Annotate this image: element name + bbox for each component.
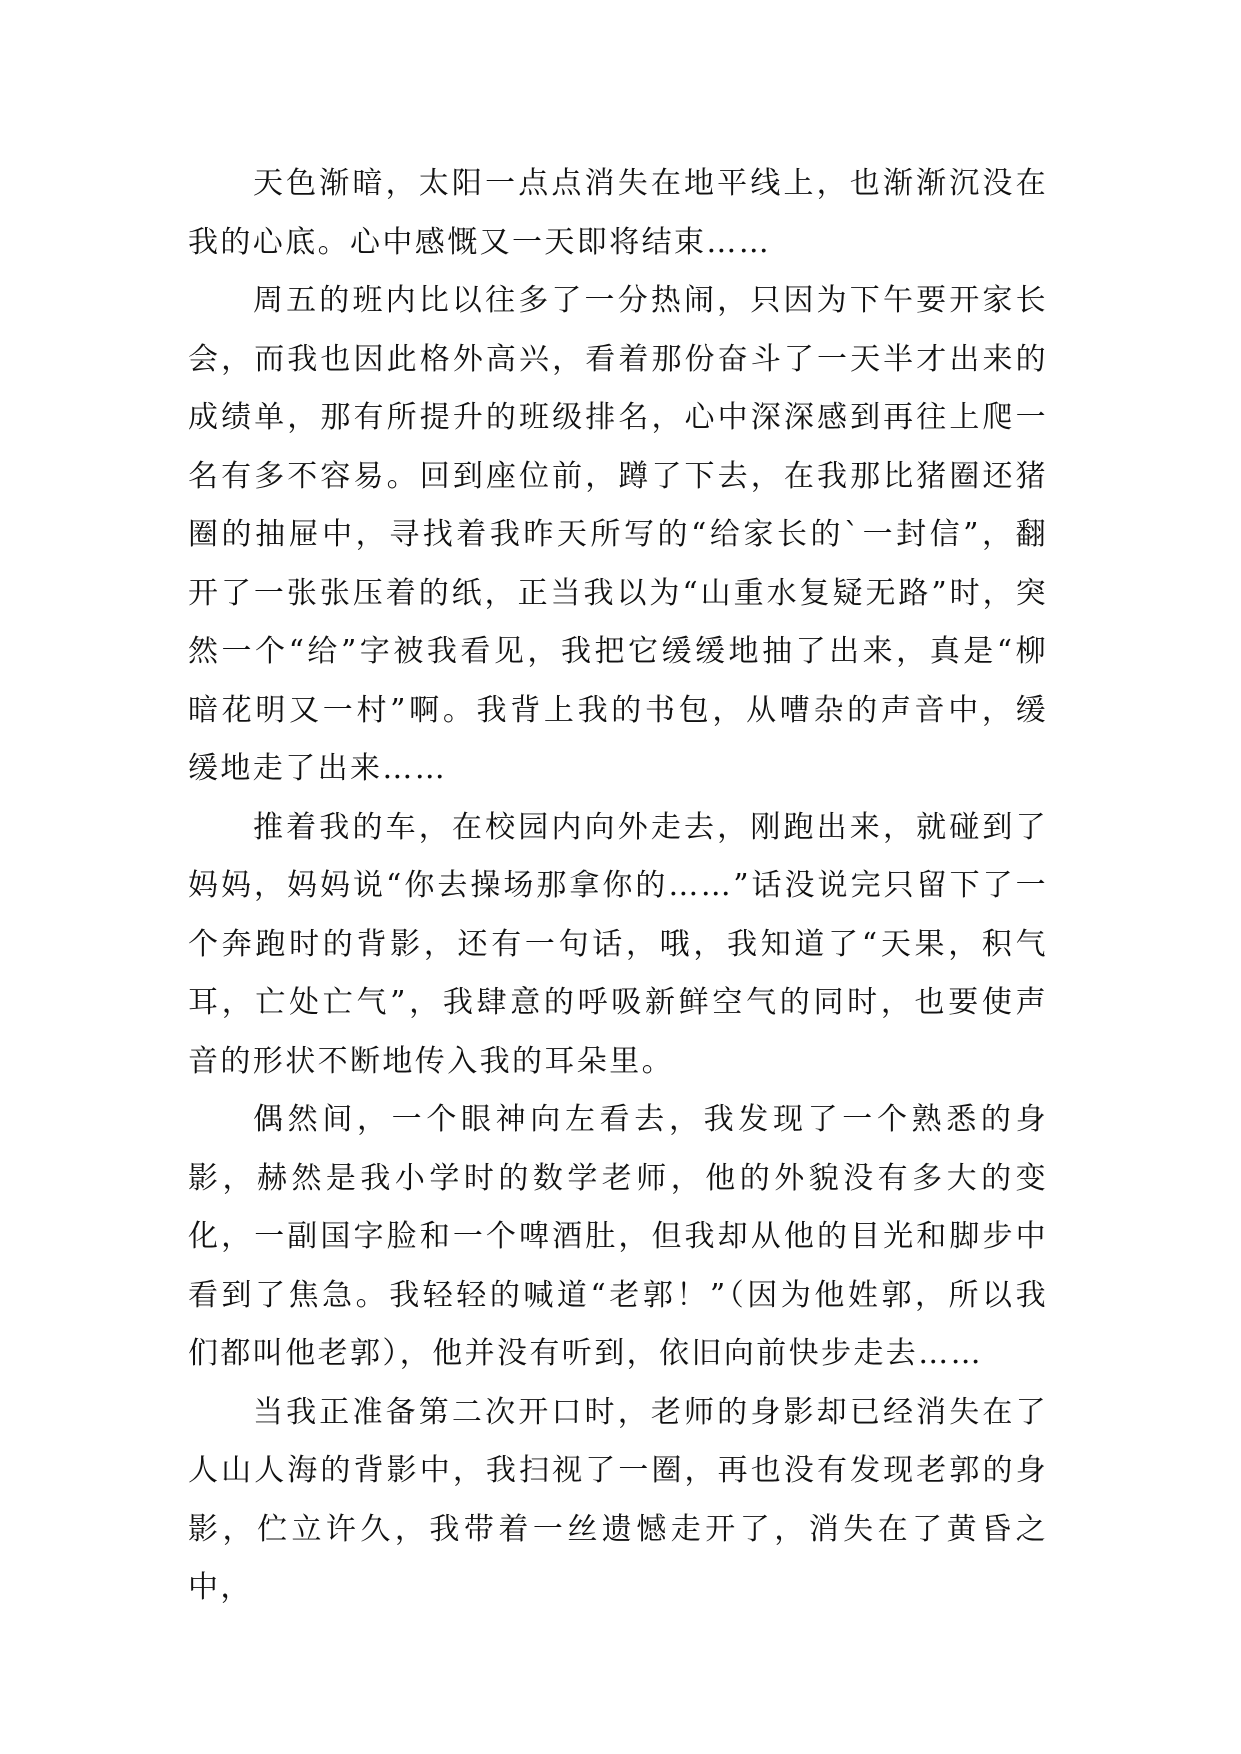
paragraph-4: 偶然间，一个眼神向左看去，我发现了一个熟悉的身影，赫然是我小学时的数学老师，他的外貌没有多大的变化，一副国字脸和一个啤酒肚，但我却从他的目光和脚步中看到了焦急。我轻轻的喊道“老郭！”（因为他姓郭，所以我们都叫他老郭），他并没有听到，依旧向前快步走去……	[188, 1102, 1048, 1371]
paragraph-5: 当我正准备第二次开口时，老师的身影却已经消失在了人山人海的背影中，我扫视了一圈，再也没有发现老郭的身影，伫立许久，我带着一丝遗憾走开了，消失在了黄昏之中，	[188, 1394, 1048, 1605]
paragraph-1: 天色渐暗，太阳一点点消失在地平线上，也渐渐沉没在我的心底。心中感慨又一天即将结束……	[188, 166, 1048, 260]
document-page	[188, 155, 1048, 1618]
paragraph-3: 推着我的车，在校园内向外走去，刚跑出来，就碰到了妈妈，妈妈说“你去操场那拿你的……”话没说完只留下了一个奔跑时的背影，还有一句话，哦，我知道了“天果，积气耳，亡处亡气”，我肆意的呼吸新鲜空气的同时，也要使声音的形状不断地传入我的耳朵里。	[188, 809, 1048, 1079]
paragraph-2: 周五的班内比以往多了一分热闹，只因为下午要开家长会，而我也因此格外高兴，看着那份奋斗了一天半才出来的成绩单，那有所提升的班级排名，心中深深感到再往上爬一名有多不容易。回到座位前，蹲了下去，在我那比猪圈还猪圈的抽屉中，寻找着我昨天所写的“给家长的`一封信”，翻开了一张张压着的纸，正当我以为“山重水复疑无路”时，突然一个“给”字被我看见，我把它缓缓地抽了出来，真是“柳暗花明又一村”啊。我背上我的书包，从嘈杂的声音中，缓缓地走了出来……	[188, 283, 1048, 786]
